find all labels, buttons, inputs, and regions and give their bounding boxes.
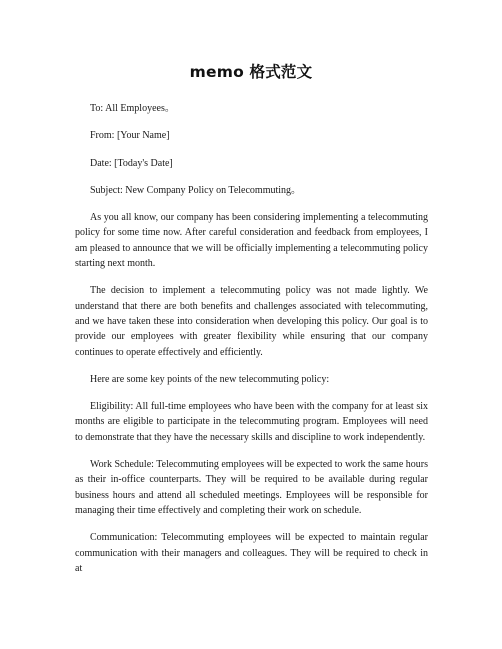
paragraph-work-schedule: Work Schedule: Telecommuting employees will be expected to work the same hours as their in-office counterparts. They will be required to be available during regular business hours and attend all scheduled meetings. Employees will be responsible for managing their time effectively and completing their work on schedule. [75,459,428,516]
memo-body [75,101,428,588]
memo-date-line: Date: [Today's Date] [90,157,173,169]
memo-subject-line: Subject: New Company Policy on Telecommuting。 [90,184,302,196]
paragraph-intro: As you all know, our company has been considering implementing a telecommuting policy for some time now. After careful consideration and feedback from employees, I am pleased to announce that we will be officially implementing a telecommuting policy starting next month. [75,212,428,270]
paragraph-key-points: Here are some key points of the new telecommuting policy: [90,373,330,385]
memo-from-line: From: [Your Name] [90,130,170,142]
paragraph-eligibility: Eligibility: All full-time employees who have been with the company for at least six months are eligible to participate in the telecommuting program. Employees will need to demonstrate that they have the necessary skills and discipline to work independently. [75,401,428,443]
paragraph-communication: Communication: Telecommuting employees will be expected to maintain regular communication with their managers and colleagues. They will be required to check in at [75,532,428,574]
memo-to-line: To: All Employees。 [90,103,175,114]
paragraph-decision: The decision to implement a telecommuting policy was not made lightly. We understand that there are both benefits and challenges associated with telecommuting, and we have taken these into consideration when developing this policy. Our goal is to provide our employees with greater flexibility while ensuring that our company continues to operate effectively and efficiently. [75,285,428,358]
document-title: memo 格式范文 [189,63,313,81]
